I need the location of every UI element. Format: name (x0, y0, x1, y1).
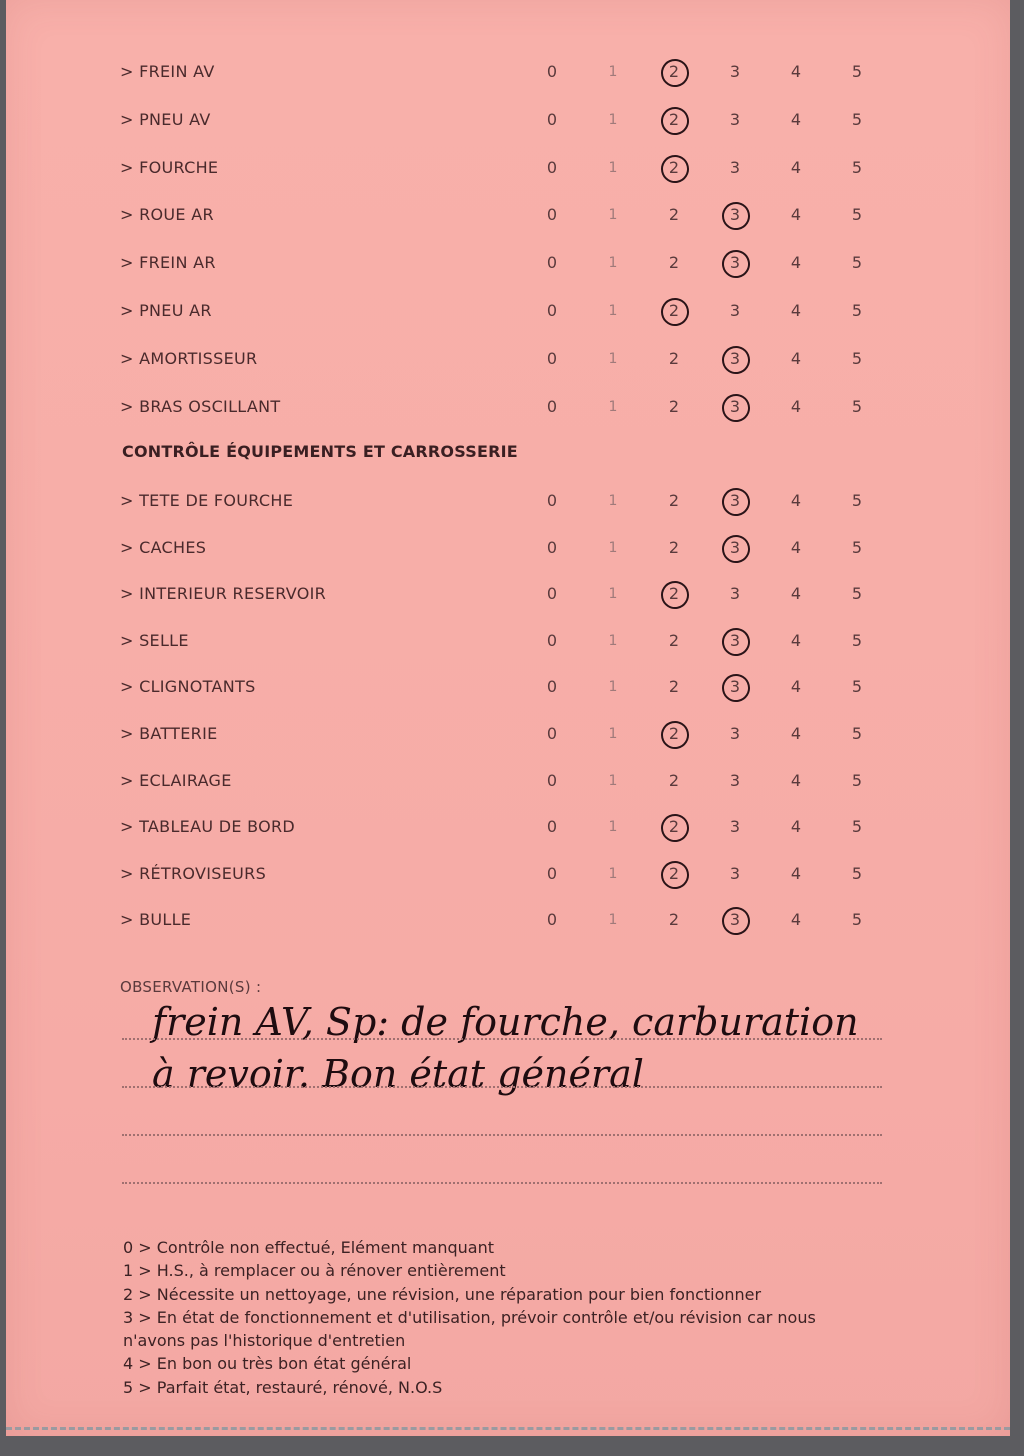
score-option: 4 (790, 537, 802, 557)
item-label: > SELLE (120, 630, 189, 650)
score-option: 1 (608, 772, 618, 789)
section-heading: CONTRÔLE ÉQUIPEMENTS ET CARROSSERIE (122, 442, 518, 461)
score-option-selected: 3 (720, 253, 750, 272)
item-label: > INTERIEUR RESERVOIR (120, 584, 327, 604)
score-option: 5 (851, 863, 863, 883)
checklist-row (6, 767, 1010, 797)
item-label: > PNEU AV (120, 109, 211, 129)
score-option: 5 (851, 205, 863, 225)
score-option: 0 (546, 724, 558, 743)
score-option: 5 (851, 348, 863, 368)
score-option-selected: 2 (659, 817, 689, 836)
score-option-selected: 2 (659, 584, 689, 603)
score-option-selected: 2 (659, 158, 689, 177)
score-option: 5 (851, 910, 863, 930)
checklist-row (6, 627, 1010, 657)
score-option: 4 (790, 770, 802, 790)
item-label: > FREIN AV (120, 62, 215, 81)
score-option: 0 (546, 301, 558, 320)
score-option-selected: 3 (720, 491, 750, 510)
score-option-selected: 3 (720, 631, 750, 650)
score-option: 2 (668, 537, 680, 557)
score-option: 1 (608, 493, 618, 509)
legend-item: 5 > Parfait état, restauré, rénové, N.O.S (123, 1377, 443, 1397)
item-label: > TETE DE FOURCHE (120, 491, 294, 510)
score-option: 1 (608, 159, 618, 176)
score-option-selected: 3 (720, 397, 750, 416)
checklist-row (6, 154, 1010, 184)
score-option: 1 (608, 207, 618, 224)
score-option: 4 (790, 396, 802, 416)
score-option: 1 (608, 912, 618, 929)
score-option: 3 (729, 817, 741, 837)
inspection-sheet (6, 0, 1010, 1436)
score-option-selected: 2 (659, 110, 689, 129)
score-option: 5 (851, 396, 863, 416)
legend-item: 0 > Contrôle non effectué, Elément manquant (123, 1238, 494, 1257)
score-option: 5 (851, 677, 863, 697)
score-option: 2 (668, 770, 680, 790)
score-option: 0 (546, 770, 558, 790)
score-option: 3 (729, 109, 741, 129)
score-option: 4 (790, 910, 802, 930)
score-option: 4 (790, 157, 802, 177)
score-option: 5 (851, 301, 863, 320)
score-option: 5 (851, 724, 863, 743)
score-option: 3 (729, 584, 741, 604)
score-option: 5 (851, 630, 863, 650)
scoring-legend (123, 1236, 816, 1399)
legend-item: 3 > En état de fonctionnement et d'utilisation, prévoir contrôle et/ou révision car nous (123, 1307, 816, 1327)
score-option: 5 (851, 157, 863, 177)
item-label: > CACHES (120, 537, 207, 557)
observations-label: OBSERVATION(S) : (120, 978, 262, 996)
checklist-row (6, 106, 1010, 136)
score-option: 0 (546, 491, 558, 510)
score-option: 0 (546, 630, 558, 650)
checklist-row (6, 906, 1010, 936)
item-label: > ECLAIRAGE (120, 770, 232, 790)
score-option: 4 (790, 724, 802, 743)
score-option: 5 (851, 817, 863, 837)
score-option: 1 (608, 111, 618, 128)
observation-handwriting-line1: frein AV, Sp: de fourche, carburation (152, 1000, 859, 1044)
score-option: 4 (790, 205, 802, 225)
score-option-selected: 3 (720, 910, 750, 929)
score-option: 0 (546, 396, 558, 416)
score-option: 1 (608, 539, 618, 556)
checklist-row (6, 720, 1010, 750)
score-option: 0 (546, 817, 558, 837)
score-option: 0 (546, 253, 558, 273)
score-option: 4 (790, 863, 802, 883)
score-option: 4 (790, 584, 802, 604)
score-option-selected: 2 (659, 724, 689, 743)
checklist-row (6, 860, 1010, 890)
checklist-row (6, 580, 1010, 610)
item-label: > TABLEAU DE BORD (120, 817, 296, 837)
score-option: 1 (608, 819, 618, 836)
item-label: > PNEU AR (120, 301, 212, 320)
score-option: 0 (546, 205, 558, 225)
checklist-row (6, 249, 1010, 279)
score-option: 2 (668, 491, 680, 510)
score-option: 3 (729, 157, 741, 177)
item-label: > AMORTISSEUR (120, 348, 258, 368)
score-option: 1 (608, 64, 618, 80)
score-option: 3 (729, 62, 741, 81)
score-option: 1 (608, 586, 618, 603)
score-option: 1 (608, 255, 618, 272)
checklist-row (6, 534, 1010, 564)
score-option: 4 (790, 109, 802, 129)
score-option-selected: 3 (720, 677, 750, 696)
score-option: 0 (546, 584, 558, 604)
score-option: 0 (546, 348, 558, 368)
score-option: 2 (668, 253, 680, 273)
legend-item: 2 > Nécessite un nettoyage, une révision, une réparation pour bien fonctionner (123, 1284, 762, 1304)
score-option: 4 (790, 817, 802, 837)
checklist-row (6, 201, 1010, 231)
legend-item: 1 > H.S., à remplacer ou à rénover entièrement (123, 1261, 506, 1281)
score-option: 1 (608, 726, 618, 742)
observation-handwriting-line2: à revoir. Bon état général (152, 1052, 644, 1096)
score-option: 5 (851, 253, 863, 273)
score-option-selected: 2 (659, 62, 689, 81)
item-label: > RÉTROVISEURS (120, 863, 267, 883)
score-option: 1 (608, 398, 618, 415)
score-option: 1 (608, 679, 618, 696)
score-option: 1 (608, 350, 618, 367)
score-option: 3 (729, 301, 741, 320)
item-label: > FREIN AR (120, 253, 216, 273)
score-option: 0 (546, 537, 558, 557)
item-label: > BULLE (120, 910, 192, 930)
score-option: 3 (729, 863, 741, 883)
score-option: 2 (668, 205, 680, 225)
score-option: 4 (790, 62, 802, 81)
score-option-selected: 3 (720, 205, 750, 224)
checklist-row (6, 297, 1010, 327)
score-option: 2 (668, 348, 680, 368)
checklist-row (6, 673, 1010, 703)
score-option: 4 (790, 630, 802, 650)
score-option: 4 (790, 491, 802, 510)
observation-line (122, 1086, 882, 1088)
legend-item: 4 > En bon ou très bon état général (123, 1354, 412, 1374)
observation-line (122, 1038, 882, 1040)
score-option-selected: 3 (720, 538, 750, 557)
score-option: 2 (668, 677, 680, 697)
checklist-row (6, 813, 1010, 843)
score-option: 2 (668, 910, 680, 930)
score-option-selected: 2 (659, 864, 689, 883)
score-option: 2 (668, 396, 680, 416)
score-option: 0 (546, 677, 558, 697)
observation-line (122, 1182, 882, 1184)
score-option: 0 (546, 157, 558, 177)
score-option: 0 (546, 910, 558, 930)
item-label: > BATTERIE (120, 724, 218, 743)
score-option: 1 (608, 865, 618, 882)
checklist-row (6, 393, 1010, 423)
score-option: 0 (546, 109, 558, 129)
checklist-row (6, 487, 1010, 517)
score-option: 0 (546, 62, 558, 81)
score-option: 4 (790, 677, 802, 697)
item-label: > CLIGNOTANTS (120, 677, 256, 697)
score-option-selected: 3 (720, 349, 750, 368)
score-option: 2 (668, 630, 680, 650)
item-label: > FOURCHE (120, 157, 219, 177)
score-option: 3 (729, 724, 741, 743)
item-label: > ROUE AR (120, 205, 214, 225)
score-option: 3 (729, 770, 741, 790)
score-option: 4 (790, 253, 802, 273)
score-option: 1 (608, 632, 618, 649)
checklist-row (6, 58, 1010, 88)
score-option: 0 (546, 863, 558, 883)
score-option: 1 (608, 303, 618, 319)
score-option: 5 (851, 491, 863, 510)
legend-item: n'avons pas l'historique d'entretien (123, 1331, 406, 1351)
score-option: 4 (790, 348, 802, 368)
score-option-selected: 2 (659, 301, 689, 320)
checklist-row (6, 345, 1010, 375)
score-option: 5 (851, 770, 863, 790)
score-option: 5 (851, 584, 863, 604)
observation-line (122, 1134, 882, 1136)
item-label: > BRAS OSCILLANT (120, 396, 281, 416)
score-option: 4 (790, 301, 802, 320)
score-option: 5 (851, 109, 863, 129)
score-option: 5 (851, 62, 863, 81)
score-option: 5 (851, 537, 863, 557)
